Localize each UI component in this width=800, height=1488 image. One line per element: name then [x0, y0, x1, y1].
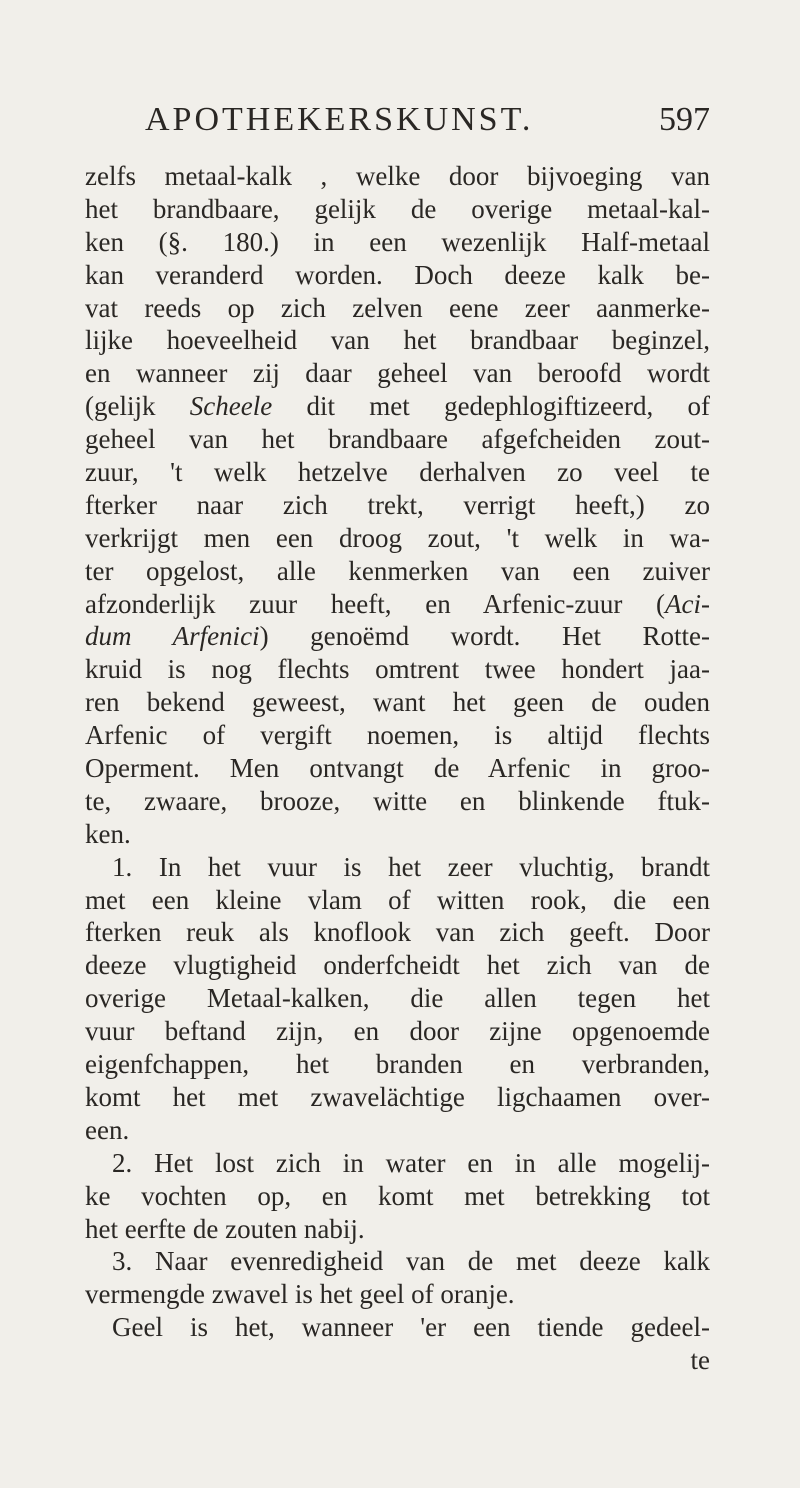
- text-line: kan veranderd worden. Doch deeze kalk be-: [85, 259, 710, 290]
- text-line: een.: [85, 1114, 130, 1145]
- text-line: (gelijk Scheele dit met gedephlogiftizeerd, of: [85, 391, 711, 422]
- text-line: afzonderlijk zuur heeft, en Arfenic-zuur (Aci-: [85, 588, 710, 619]
- text-line: verkrijgt men een droog zout, 't welk in wa-: [85, 522, 710, 553]
- text-line: ren bekend geweest, want het geen de ouden: [85, 687, 710, 718]
- text-line: Arfenic of vergift noemen, is altijd flechts: [85, 720, 710, 751]
- text-line: ke vochten op, en komt met betrekking tot: [85, 1180, 710, 1211]
- body-text: [85, 160, 710, 1377]
- italic-term: Aci-: [665, 588, 710, 619]
- text-line: geheel van het brandbaare afgefcheiden zout-: [85, 424, 710, 455]
- italic-term: dum Arfenici: [85, 621, 260, 652]
- text-line: ken (§. 180.) in een wezenlijk Half-metaal: [85, 226, 710, 257]
- text-line: eigenfchappen, het branden en verbranden,: [85, 1049, 710, 1080]
- italic-term: Scheele: [189, 391, 273, 422]
- text-line: fterken reuk als knoflook van zich geeft. Door: [85, 917, 710, 948]
- text-line: vermengde zwavel is het geel of oranje.: [85, 1279, 515, 1310]
- running-head: APOTHEKERSKUNST.: [145, 101, 534, 138]
- text-line: 3. Naar evenredigheid van de met deeze kalk: [112, 1246, 710, 1277]
- text-line: 1. In het vuur is het zeer vluchtig, brandt: [112, 851, 710, 882]
- text-line: 2. Het lost zich in water en in alle mogelij-: [112, 1147, 710, 1178]
- text-line: zelfs metaal-kalk , welke door bijvoeging van: [85, 161, 710, 191]
- text-line: het eerfte de zouten nabij.: [85, 1213, 365, 1244]
- text-line: te: [690, 1345, 710, 1376]
- text-line: overige Metaal-kalken, die allen tegen het: [85, 983, 710, 1014]
- text-line: Geel is het, wanneer 'er een tiende gedeel-: [112, 1312, 710, 1343]
- text-line: het brandbaare, gelijk de overige metaal-kal-: [85, 193, 710, 224]
- text-line: met een kleine vlam of witten rook, die een: [85, 884, 710, 915]
- text-line: ken.: [85, 818, 131, 849]
- text-line: kruid is nog flechts omtrent twee hondert jaa-: [85, 654, 710, 685]
- text-line: lijke hoeveelheid van het brandbaar beginzel,: [85, 325, 710, 356]
- text-line: komt het met zwavelächtige ligchaamen over-: [85, 1081, 710, 1112]
- text-line: zuur, 't welk hetzelve derhalven zo veel te: [85, 457, 710, 488]
- text-line: te, zwaare, brooze, witte en blinkende ftuk-: [85, 785, 710, 816]
- text-line: vuur beftand zijn, en door zijne opgenoemde: [85, 1016, 710, 1047]
- text-line: vat reeds op zich zelven eene zeer aanmerke-: [85, 292, 710, 323]
- text-line: Operment. Men ontvangt de Arfenic in groo-: [85, 753, 710, 784]
- text-line: deeze vlugtigheid onderfcheidt het zich van de: [85, 950, 710, 981]
- text-line: ter opgelost, alle kenmerken van een zuiver: [85, 555, 710, 586]
- page-header: [145, 100, 710, 140]
- text-line: dum Arfenici) genoëmd wordt. Het Rotte-: [85, 621, 710, 652]
- page-number: 597: [659, 101, 710, 138]
- text-line: en wanneer zij daar geheel van beroofd wordt: [85, 358, 710, 389]
- text-line: fterker naar zich trekt, verrigt heeft,) zo: [85, 489, 710, 520]
